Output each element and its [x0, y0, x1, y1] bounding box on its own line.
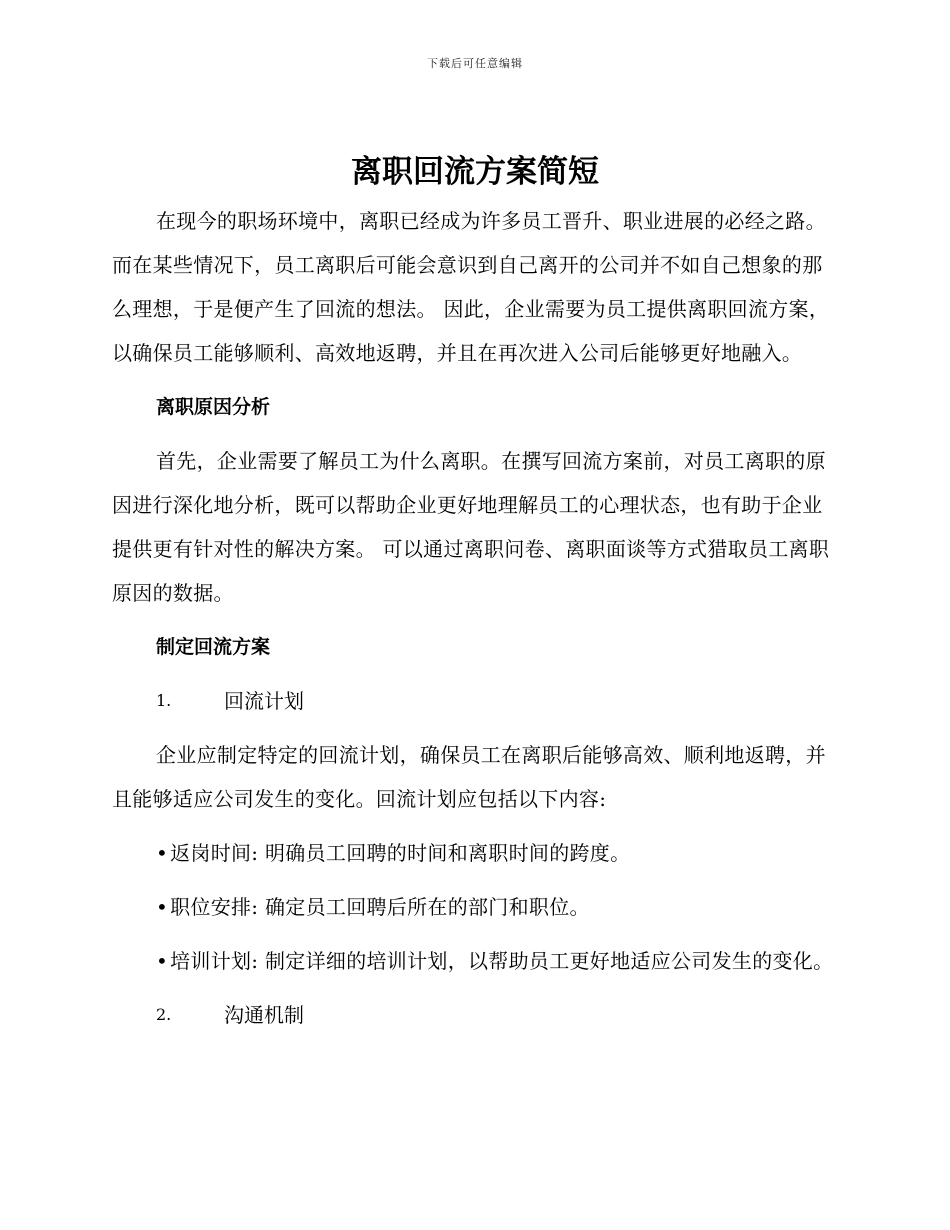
bullet-dot-icon: • [156, 895, 169, 919]
section-heading-return-plan: 制定回流方案 [156, 636, 271, 658]
bullet-dot-icon: • [156, 949, 169, 973]
bullet-text: 返岗时间: 明确员工回聘的时间和离职时间的跨度。 [170, 841, 631, 865]
numbered-item-communication [156, 993, 834, 1037]
header-note: 下载后可任意编辑 [427, 57, 523, 70]
numbered-item-return-plan [156, 679, 834, 723]
return-plan-paragraph: 企业应制定特定的回流计划，确保员工在离职后能够高效、顺利地返聘，并且能够适应公司发生的变化。回流计划应包括以下内容: [112, 743, 826, 811]
item-number: 1. [156, 691, 172, 710]
bullet-dot-icon: • [156, 841, 169, 865]
resignation-analysis-paragraph: 首先，企业需要了解员工为什么离职。在撰写回流方案前，对员工离职的原因进行深化地分析，既可以帮助企业更好地理解员工的心理状态，也有助于企业提供更有针对性的解决方案。 可以通过离职问卷、离职面谈等方式猎取员工离职原因的数据。 [112, 449, 830, 605]
section-heading-resignation-analysis: 离职原因分析 [156, 396, 271, 418]
document-body [112, 199, 834, 1047]
item-title: 回流计划 [224, 689, 304, 713]
bullet-item [112, 831, 834, 875]
bullet-item [112, 885, 834, 929]
bullet-text: 职位安排: 确定员工回聘后所在的部门和职位。 [170, 895, 590, 919]
item-number: 2. [156, 1005, 172, 1024]
bullet-item [112, 939, 834, 983]
item-title: 沟通机制 [224, 1003, 304, 1027]
intro-paragraph: 在现今的职场环境中，离职已经成为许多员工晋升、职业进展的必经之路。而在某些情况下，员工离职后可能会意识到自己离开的公司并不如自己想象的那么理想，于是便产生了回流的想法。 因此，企业需要为员工提供离职回流方案，以确保员工能够顺利、高效地返聘，并且在再次进入公司后能够更好地融入。 [112, 209, 830, 365]
document-title: 离职回流方案简短 [351, 154, 599, 190]
bullet-text: 培训计划: 制定详细的培训计划，以帮助员工更好地适应公司发生的变化。 [170, 949, 834, 973]
